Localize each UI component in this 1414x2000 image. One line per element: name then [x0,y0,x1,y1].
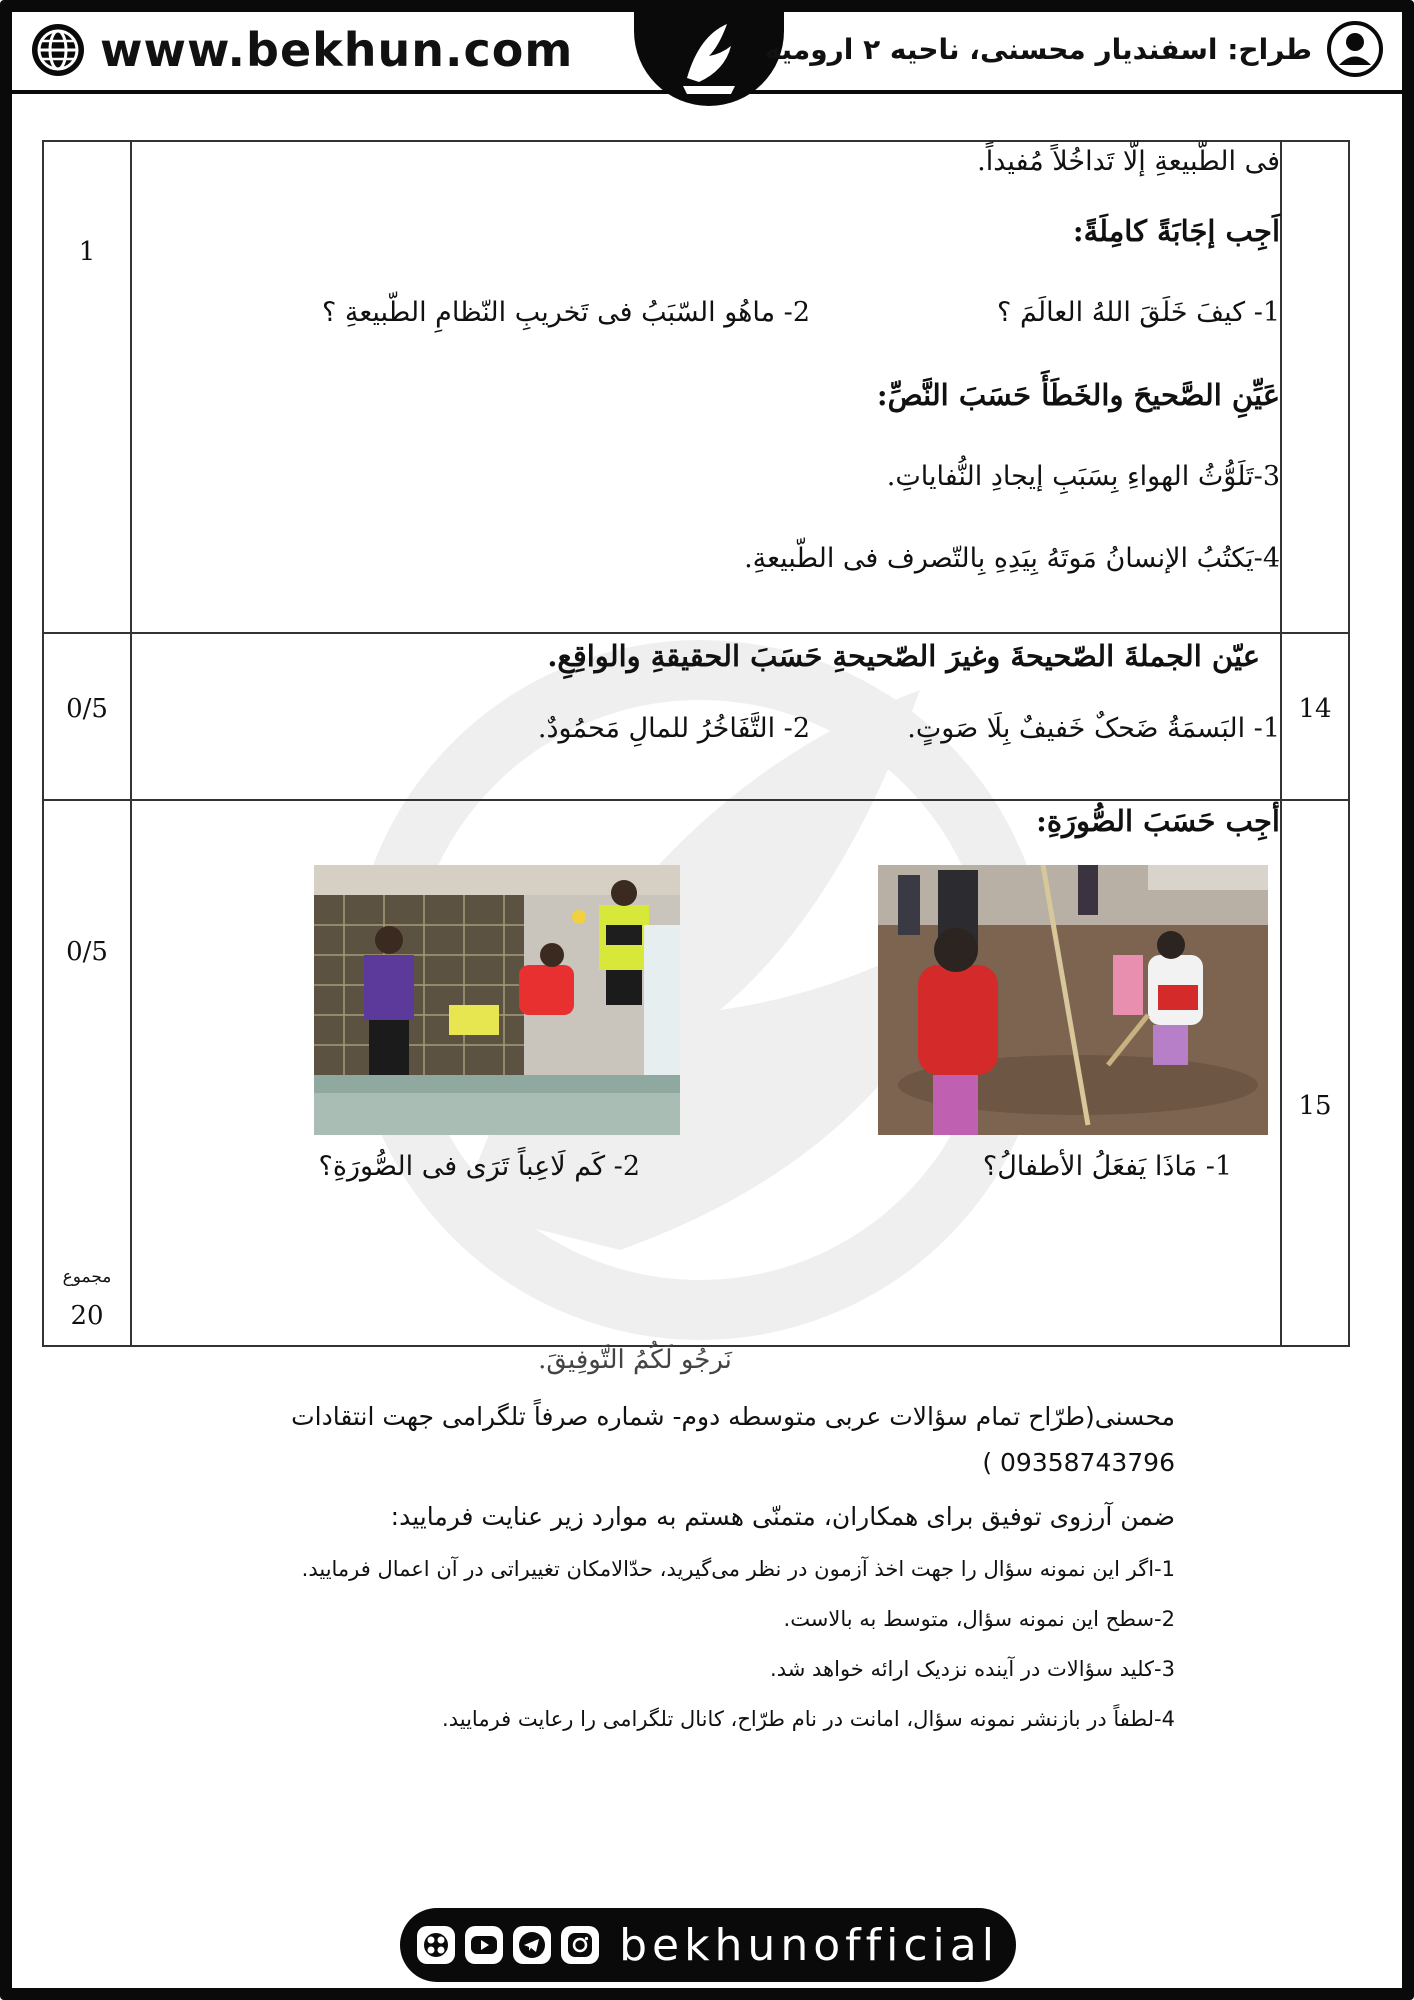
logo [634,10,784,106]
photo-handball [314,865,680,1135]
footer-notes [280,1345,1175,1737]
question-row-14 [43,633,1349,800]
question-heading: عیّن الجملةَ الصّحیحةَ وغیرَ الصّحیحةِ حَسَبَ الحقیقةِ والواقِعِ. [547,639,1260,673]
question-item: 1- البَسمَةُ ضَحکٌ خَفیفٌ بِلَا صَوتٍ. [907,713,1280,744]
aparat-icon[interactable] [417,1926,455,1964]
question-item: 2- کَم لَاعِباً تَرَی فی الصُّورَةِ؟ [318,1151,640,1182]
question-content [131,800,1281,1346]
instagram-icon[interactable] [561,1926,599,1964]
score-value: 0/5 [66,937,108,967]
youtube-icon[interactable] [465,1926,503,1964]
note-item: 3-کلید سؤالات در آینده نزدیک ارائه خواهد شد. [770,1657,1175,1681]
note-item: 1-اگر این نمونه سؤال را جهت اخذ آزمون در نظر می‌گیرید، حدّالامکان تغییراتی در آن اعمال فرمایید. [301,1557,1175,1581]
score-cell [43,633,131,800]
question-row-15 [43,800,1349,1346]
exam-table [42,140,1350,1347]
designer-name: طراح: اسفندیار محسنی، ناحیه ۲ ارومیه [764,32,1312,66]
question-item: 1- مَاذَا یَفعَلُ الأطفالُ؟ [982,1151,1232,1182]
question-heading: اَجِب إجَابَةً کامِلَةً: [1072,214,1280,248]
question-row-continued [43,141,1349,633]
handball-image [314,865,680,1135]
question-item: 4-یَکتُبُ الإنسانُ مَوتَهُ بِیَدِهِ بِالتّصرف فی الطّبیعةِ. [744,543,1280,574]
header [12,12,1402,94]
score-cell [43,800,131,1346]
total-label: مجموع [62,1267,112,1287]
question-heading: عَیِّنِ الصَّحیحَ والخَطَأَ حَسَبَ النَّصِّ: [876,378,1280,412]
photo-children-planting [878,865,1268,1135]
question-pair [132,272,1280,354]
question-item: 2- ماهُو السّبَبُ فی تَخریبِ النّظامِ الطّبیعةِ ؟ [322,297,810,328]
score-value: 0/5 [66,694,108,724]
designer-info [764,20,1384,78]
website-link[interactable] [30,22,573,78]
note-item: 4-لطفاً در بازنشر نمونه سؤال، امانت در نام طرّاح، کانال تلگرامی را رعایت فرمایید. [442,1707,1175,1731]
social-handle[interactable]: bekhunofficial [619,1919,999,1971]
question-content [131,141,1281,633]
number-cell [1281,800,1349,1346]
user-icon [1326,20,1384,78]
score-value: 1 [78,237,96,267]
question-item: 1- کیفَ خَلَقَ اللهُ العالَمَ ؟ [997,297,1280,328]
question-item: 3-تَلَوُّثُ الهواءِ بِسَبَبِ إیجادِ النُّفایاتِ. [886,461,1280,492]
bekhun-logo-icon [669,16,749,100]
wish-text: ضمن آرزوی توفیق برای همکاران، متمنّی هستم به موارد زیر عنایت فرمایید: [390,1502,1175,1531]
score-cell [43,141,131,633]
note-item: 2-سطح این نمونه سؤال، متوسط به بالاست. [783,1607,1175,1631]
question-number: 14 [1298,694,1332,724]
question-pair [132,694,1280,764]
children-planting-image [878,865,1268,1135]
website-text[interactable]: www.bekhun.com [100,23,574,77]
question-content [131,633,1281,800]
thanks-text: نَرجُو لَکُمُ التَّوفِیقَ. [538,1345,732,1375]
question-item: 2- التَّفَاخُرُ للمالِ مَحمُودٌ. [537,713,810,744]
number-cell [1281,141,1349,633]
social-bar [400,1908,1016,1982]
telegram-icon[interactable] [513,1926,551,1964]
globe-icon [30,22,86,78]
author-line: محسنی(طرّاح تمام سؤالات عربی متوسطه دوم- شماره صرفاً تلگرامی جهت انتقادات [291,1402,1175,1431]
phone-number: 09358743796 ) [982,1448,1175,1477]
number-cell [1281,633,1349,800]
total-value: 20 [70,1301,104,1331]
question-text: فی الطّبیعةِ إلّا تَداخُلاً مُفیداً. [977,146,1280,177]
question-heading: أجِب حَسَبَ الصُّورَةِ: [1036,804,1280,838]
question-number: 15 [1298,1091,1332,1121]
